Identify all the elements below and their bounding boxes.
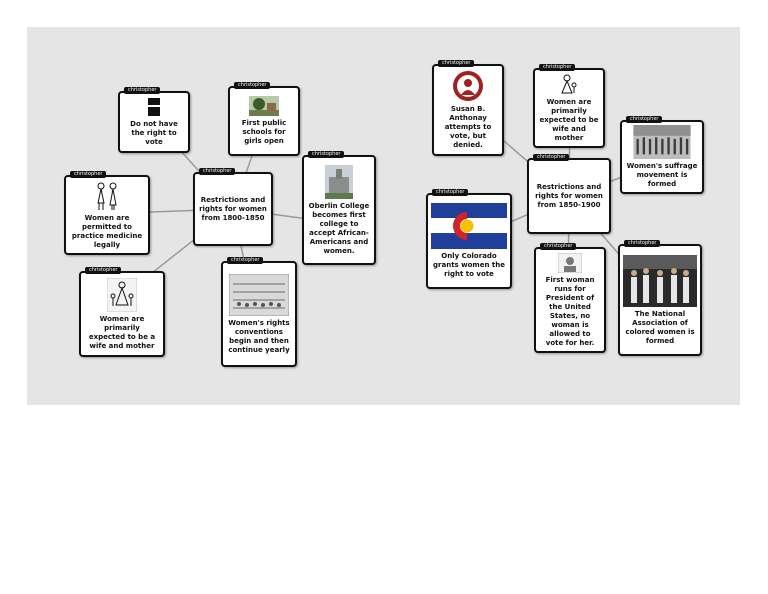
node-rights-conventions[interactable] <box>221 257 297 367</box>
node-no-right-to-vote[interactable] <box>118 87 190 153</box>
node-first-woman-president-run[interactable] <box>534 243 606 353</box>
author-tag: christopher <box>70 171 106 178</box>
node-text: Restrictions and rights for women from 1800-1850 <box>199 195 267 222</box>
concept-map-board <box>27 27 740 405</box>
node-practice-medicine[interactable] <box>64 171 150 255</box>
author-tag: christopher <box>539 64 575 71</box>
node-text: Only Colorado grants women the right to vote <box>433 252 505 278</box>
author-tag: christopher <box>308 151 344 158</box>
author-tag: christopher <box>432 189 468 196</box>
node-text: Women are primarily expected to be wife and mother <box>539 98 599 142</box>
node-wife-mother-1[interactable] <box>79 267 165 357</box>
author-tag: christopher <box>227 257 263 264</box>
node-oberlin-college[interactable] <box>302 151 376 265</box>
node-colored-women-association[interactable] <box>618 240 702 356</box>
node-text: First public schools for girls open <box>241 119 287 145</box>
author-tag: christopher <box>199 168 235 175</box>
author-tag: christopher <box>624 240 660 247</box>
author-tag: christopher <box>533 154 569 161</box>
campaign-portrait-image <box>558 253 582 273</box>
author-tag: christopher <box>124 87 160 94</box>
node-center-1850-1900[interactable] <box>527 154 611 234</box>
node-text: Women's rights conventions begin and then continue yearly <box>228 318 290 354</box>
node-text: Oberlin College becomes first college to accept African-Americans and women. <box>308 201 370 255</box>
schoolhouse-photo <box>249 96 279 116</box>
node-text: First woman runs for President of the United States, no woman is allowed to vote for her. <box>545 275 595 347</box>
node-text: Women are permitted to practice medicine legally <box>71 213 143 249</box>
node-susan-b-anthony[interactable] <box>432 60 504 156</box>
node-suffrage-movement[interactable] <box>620 116 704 194</box>
association-group-photo <box>623 255 697 307</box>
node-center-1800-1850[interactable] <box>193 168 273 246</box>
node-text: Women's suffrage movement is formed <box>626 162 698 188</box>
college-building-photo <box>325 165 353 199</box>
node-text: Restrictions and rights for women from 1850-1900 <box>535 182 603 209</box>
author-tag: christopher <box>234 82 270 89</box>
colorado-flag <box>431 203 507 249</box>
node-wife-mother-2[interactable] <box>533 64 605 148</box>
anthony-badge-image <box>452 70 484 102</box>
node-colorado[interactable] <box>426 189 512 289</box>
author-tag: christopher <box>438 60 474 67</box>
doctors-illustration <box>92 181 122 211</box>
convention-engraving <box>229 274 289 316</box>
suffrage-parade-photo <box>625 125 699 159</box>
author-tag: christopher <box>85 267 121 274</box>
node-text: Susan B. Anthonay attempts to vote, but denied. <box>444 105 492 149</box>
mother-children-illustration <box>107 278 137 312</box>
voting-hand-icon <box>146 97 162 117</box>
mother-child-sketch <box>559 73 579 95</box>
author-tag: christopher <box>540 243 576 250</box>
node-public-schools[interactable] <box>228 82 300 156</box>
node-text: Women are primarily expected to be a wife and mother <box>88 314 156 350</box>
node-text: The National Association of colored women is formed <box>625 309 695 345</box>
node-text: Do not have the right to vote <box>130 120 178 146</box>
author-tag: christopher <box>626 116 662 123</box>
